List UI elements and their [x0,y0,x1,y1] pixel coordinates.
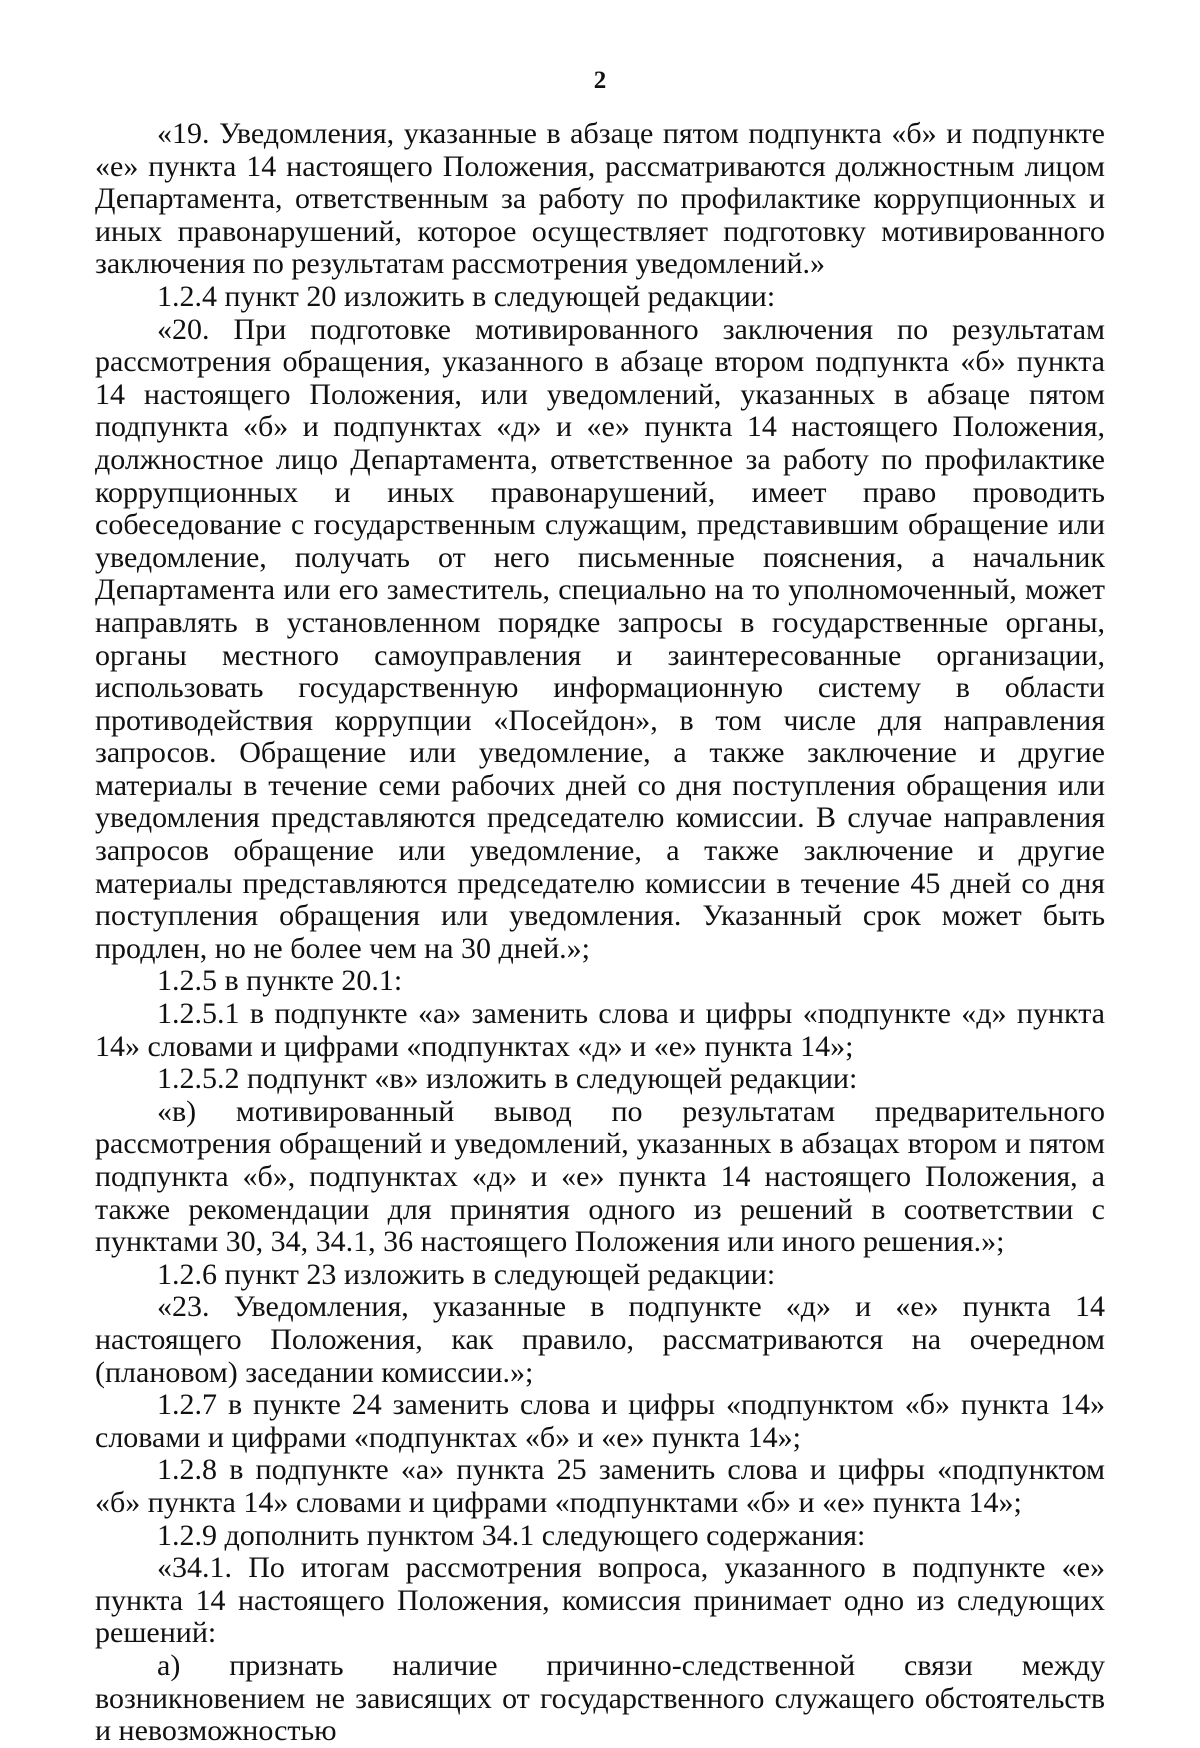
paragraph-clause-1-2-7: 1.2.7 в пункте 24 заменить слова и цифры «подпунктом «б» пункта 14» словами и цифрами «подпунктах «б» и «е» пункта 14»; [95,1388,1105,1454]
document-body [95,118,1105,1748]
paragraph-item-19: «19. Уведомления, указанные в абзаце пятом подпункта «б» и подпункте «е» пункта 14 настоящего Положения, рассматриваются должностным лицом Департамента, ответственным за работу по профилактике коррупционных и иных правонарушений, которое осуществляет подготовку мотивированного заключения по результатам рассмотрения уведомлений.» [95,117,1105,281]
paragraph-clause-1-2-8: 1.2.8 в подпункте «а» пункта 25 заменить слова и цифры «подпунктом «б» пункта 14» словами и цифрами «подпунктами «б» и «е» пункта 14»; [95,1453,1105,1519]
paragraph-clause-1-2-4: 1.2.4 пункт 20 изложить в следующей редакции: [157,279,776,313]
paragraph-item-20: «20. При подготовке мотивированного заключения по результатам рассмотрения обращения, указанного в абзаце втором подпункта «б» пункта 14 настоящего Положения, или уведомлений, указанных в абзаце пятом подпункта «б» и подпунктах «д» и «е» пункта 14 настоящего Положения, должностное лицо Департамента, ответственное за работу по профилактике коррупционных и иных правонарушений, имеет право проводить собеседование с государственным служащим, представившим обращение или уведомление, получать от него письменные пояснения, а начальник Департамента или его заместитель, специально на то уполномоченный, может направлять в установленном порядке запросы в государственные органы, органы местного самоуправления и заинтересованные организации, использовать государственную информационную систему в области противодействия коррупции «Посейдон», в том числе для направления запросов. Обращение или уведомление, а также заключение и другие материалы в течение семи рабочих дней со дня поступления обращения или уведомления представляются председателю комиссии. В случае направления запросов обращение или уведомление, а также заключение и другие материалы представляются председателю комиссии в течение 45 дней со дня поступления обращения или уведомления. Указанный срок может быть продлен, но не более чем на 30 дней.»; [95,312,1105,965]
paragraph-clause-1-2-5: 1.2.5 в пункте 20.1: [157,964,403,998]
paragraph-clause-1-2-5-1: 1.2.5.1 в подпункте «а» заменить слова и цифры «подпункте «д» пункта 14» словами и цифрами «подпунктах «д» и «е» пункта 14»; [95,997,1105,1063]
paragraph-clause-1-2-5-2: 1.2.5.2 подпункт «в» изложить в следующей редакции: [157,1062,858,1096]
paragraph-clause-1-2-6: 1.2.6 пункт 23 изложить в следующей редакции: [157,1257,776,1291]
paragraph-item-34-1: «34.1. По итогам рассмотрения вопроса, указанного в подпункте «е» пункта 14 настоящего Положения, комиссия принимает одно из следующих решений: [95,1551,1105,1650]
page-number: 2 [593,67,607,94]
paragraph-subitem-a: а) признать наличие причинно-следственной связи между возникновением не зависящих от государственного служащего обстоятельств и невозможностью [95,1648,1105,1748]
paragraph-subitem-v: «в) мотивированный вывод по результатам предварительного рассмотрения обращений и уведомлений, указанных в абзацах втором и пятом подпункта «б», подпунктах «д» и «е» пункта 14 настоящего Положения, а также рекомендации для принятия одного из решений в соответствии с пунктами 30, 34, 34.1, 36 настоящего Положения или иного решения.»; [95,1094,1105,1259]
paragraph-clause-1-2-9: 1.2.9 дополнить пунктом 34.1 следующего содержания: [157,1518,866,1552]
paragraph-item-23: «23. Уведомления, указанные в подпункте «д» и «е» пункта 14 настоящего Положения, как правило, рассматриваются на очередном (плановом) заседании комиссии.»; [95,1290,1105,1389]
